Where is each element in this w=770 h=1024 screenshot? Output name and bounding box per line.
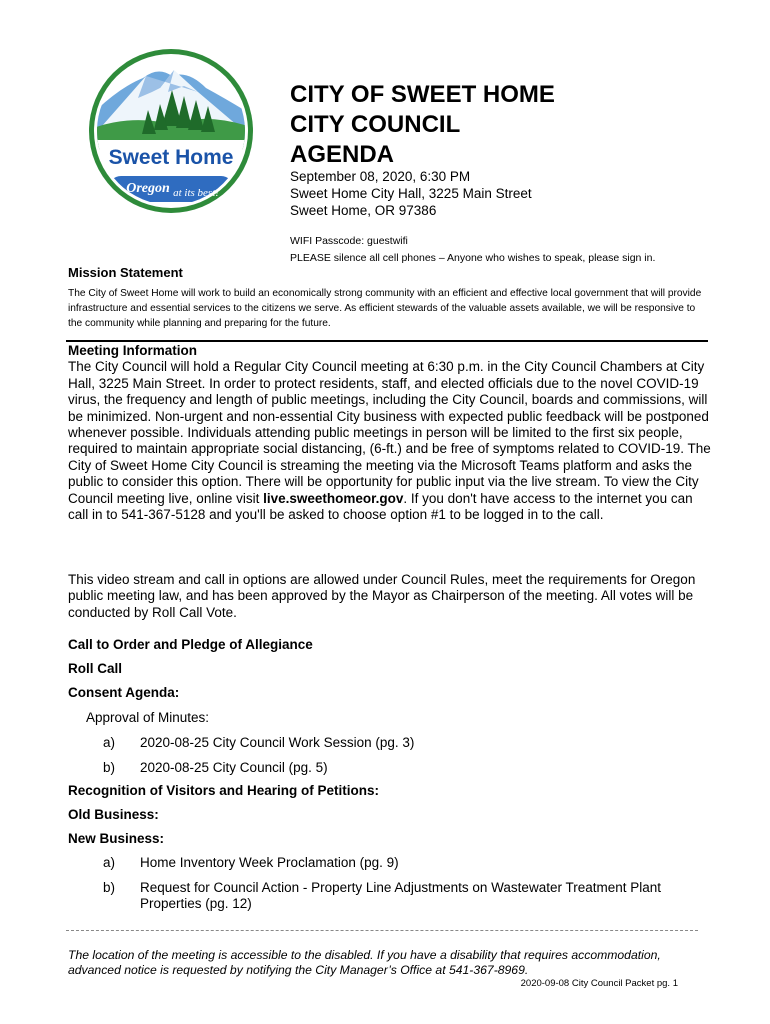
logo-tagline-main: Oregon	[126, 181, 170, 196]
title-line-2: CITY COUNCIL	[290, 111, 461, 138]
mission-text: The City of Sweet Home will work to build an economically strong community with an efficient and effective local government that will provide infrastructure and essential services to the citizens we serve. As efficient stewards of the valuable assets available, we will be responsive to the community while planning and preparing for the future.	[68, 288, 702, 329]
consent-item-letter: a)	[103, 735, 116, 750]
meeting-info-text-part1: The City Council will hold a Regular City Council meeting at 6:30 p.m. in the City Council Chambers at City Hall, 3225 Main Street. In order to protect residents, staff, and elected officials due to the novel COVID-19 virus, the frequency and length of public meetings, including the City Council, boards and commissions, will be minimized. Non-urgent and non-essential City business with expected public feedback will be postponed whenever possible. Individuals attending public meetings in person will be limited to the first six people, required to maintain appropriate social distancing, (6-ft.) and be free of symptoms related to COVID-19. The City of Sweet Home City Council is streaming the meeting via the Microsoft Teams platform and asks the public to consider this option. There will be opportunity for public input via the live stream. To view the City Council meeting live, online visit	[68, 359, 711, 506]
new-business: New Business:	[68, 831, 165, 846]
consent-item: 2020-08-25 City Council (pg. 5)	[140, 760, 328, 775]
sweet-home-logo	[88, 48, 254, 214]
meeting-date-time: September 08, 2020, 6:30 PM	[290, 169, 471, 184]
title-line-3: AGENDA	[290, 141, 395, 168]
logo-brand-text: Sweet Home	[108, 146, 234, 169]
approval-of-minutes: Approval of Minutes:	[86, 710, 210, 725]
meeting-details	[290, 168, 532, 219]
wifi-passcode: WIFI Passcode: guestwifi	[290, 235, 408, 247]
call-to-order: Call to Order and Pledge of Allegiance	[68, 637, 313, 652]
page-label: 2020-09-08 City Council Packet pg. 1	[520, 978, 678, 989]
meeting-information	[68, 343, 713, 523]
meeting-city: Sweet Home, OR 97386	[290, 203, 437, 218]
live-stream-link[interactable]: live.sweethomeor.gov	[263, 490, 404, 506]
divider	[66, 340, 708, 342]
footer-divider	[66, 930, 698, 931]
roll-call: Roll Call	[68, 661, 123, 676]
mission-heading: Mission Statement	[68, 265, 183, 280]
title-line-1: CITY OF SWEET HOME	[290, 81, 555, 108]
logo-tagline-sub: at its best!	[173, 187, 219, 199]
recognition-of-visitors: Recognition of Visitors and Hearing of Petitions:	[68, 783, 380, 798]
old-business: Old Business:	[68, 807, 159, 822]
consent-agenda: Consent Agenda:	[68, 685, 180, 700]
phone-notice: PLEASE silence all cell phones – Anyone who wishes to speak, please sign in.	[290, 252, 656, 264]
consent-item-letter: b)	[103, 760, 116, 775]
new-item-letter: a)	[103, 855, 116, 870]
meeting-info-heading: Meeting Information	[68, 343, 197, 358]
rules-paragraph: This video stream and call in options are allowed under Council Rules, meet the requirements for Oregon public meeting law, and has been approved by the Mayor as Chairperson of the meeting. All votes will be conducted by Roll Call Vote.	[68, 572, 696, 620]
accessibility-notice: The location of the meeting is accessible to the disabled. If you have a disability that requires accommodation, advanced notice is requested by notifying the City Manager’s Office at 541-367-8969.	[68, 948, 661, 977]
meeting-location: Sweet Home City Hall, 3225 Main Street	[290, 186, 532, 201]
agenda-title	[290, 80, 555, 170]
new-item-letter: b)	[103, 880, 116, 895]
meeting-info-text-part2: . If you don't have access to the internet you can call in to 541-367-5128 and you'll be asked to choose option #1 to be logged in to the call.	[68, 490, 693, 523]
new-item: Request for Council Action - Property Line Adjustments on Wastewater Treatment Plant Properties (pg. 12)	[140, 880, 662, 911]
consent-item: 2020-08-25 City Council Work Session (pg. 3)	[140, 735, 415, 750]
new-item: Home Inventory Week Proclamation (pg. 9)	[140, 855, 399, 870]
meeting-info-text	[68, 359, 713, 523]
